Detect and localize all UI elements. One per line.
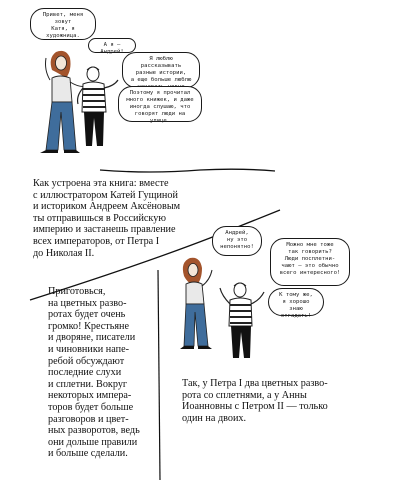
top-divider-line xyxy=(100,169,275,172)
vertical-divider-line xyxy=(158,270,160,480)
speech-bubble-andrey-riddle: К тому же, я хорошо знаю отгадать! xyxy=(268,288,324,316)
speech-bubble-andrey-stories: Я люблю рассказывать разные истории, а еще больше люблю xyxy=(122,52,200,88)
katya-figure-bottom xyxy=(180,258,212,349)
intro-paragraph: Как устроена эта книга: вместе с иллюстратором Катей Гущиной и историком Андреем Аксёновым ты отправишься в Российскую империю и застанешь правление всех императоров, от Петра I до Николая II. xyxy=(33,178,181,259)
speech-bubble-katya-top: Привет, меня зовут Катя, я художница. xyxy=(30,8,96,40)
speech-bubble-andrey-gossip: Можно мне тоже так говорить? Люди посплетни- чают — это обычно всего интересного! xyxy=(270,238,350,286)
speech-bubble-andrey-books: Поэтому я прочитал много книжек, и даже иногда слушаю, что говорят люди на улице. xyxy=(118,86,202,122)
speech-bubble-katya-bottom: Андрей, ну это непонятно! xyxy=(212,226,262,256)
right-column-paragraph: Так, у Петра I два цветных разво- рота со сплетнями, а у Анны Иоанновны с Петром II — только один на двоих. xyxy=(182,378,328,424)
katya-figure-top xyxy=(40,51,86,153)
speech-bubble-andrey-name: А я — Андрей! xyxy=(88,38,136,53)
andrey-figure-top xyxy=(78,67,118,146)
left-column-paragraph: Приготовься, на цветных разво- ротах будет очень громко! Крестьяне и дворяне, писатели и чиновники напе- ребой обсуждают последние слухи и сплетни. Вокруг некоторых импера- торов будет больше разговоров и цвет- ных разворотов, ведь они дольше правили и больше сделали. xyxy=(48,286,140,460)
andrey-figure-bottom xyxy=(220,283,264,358)
